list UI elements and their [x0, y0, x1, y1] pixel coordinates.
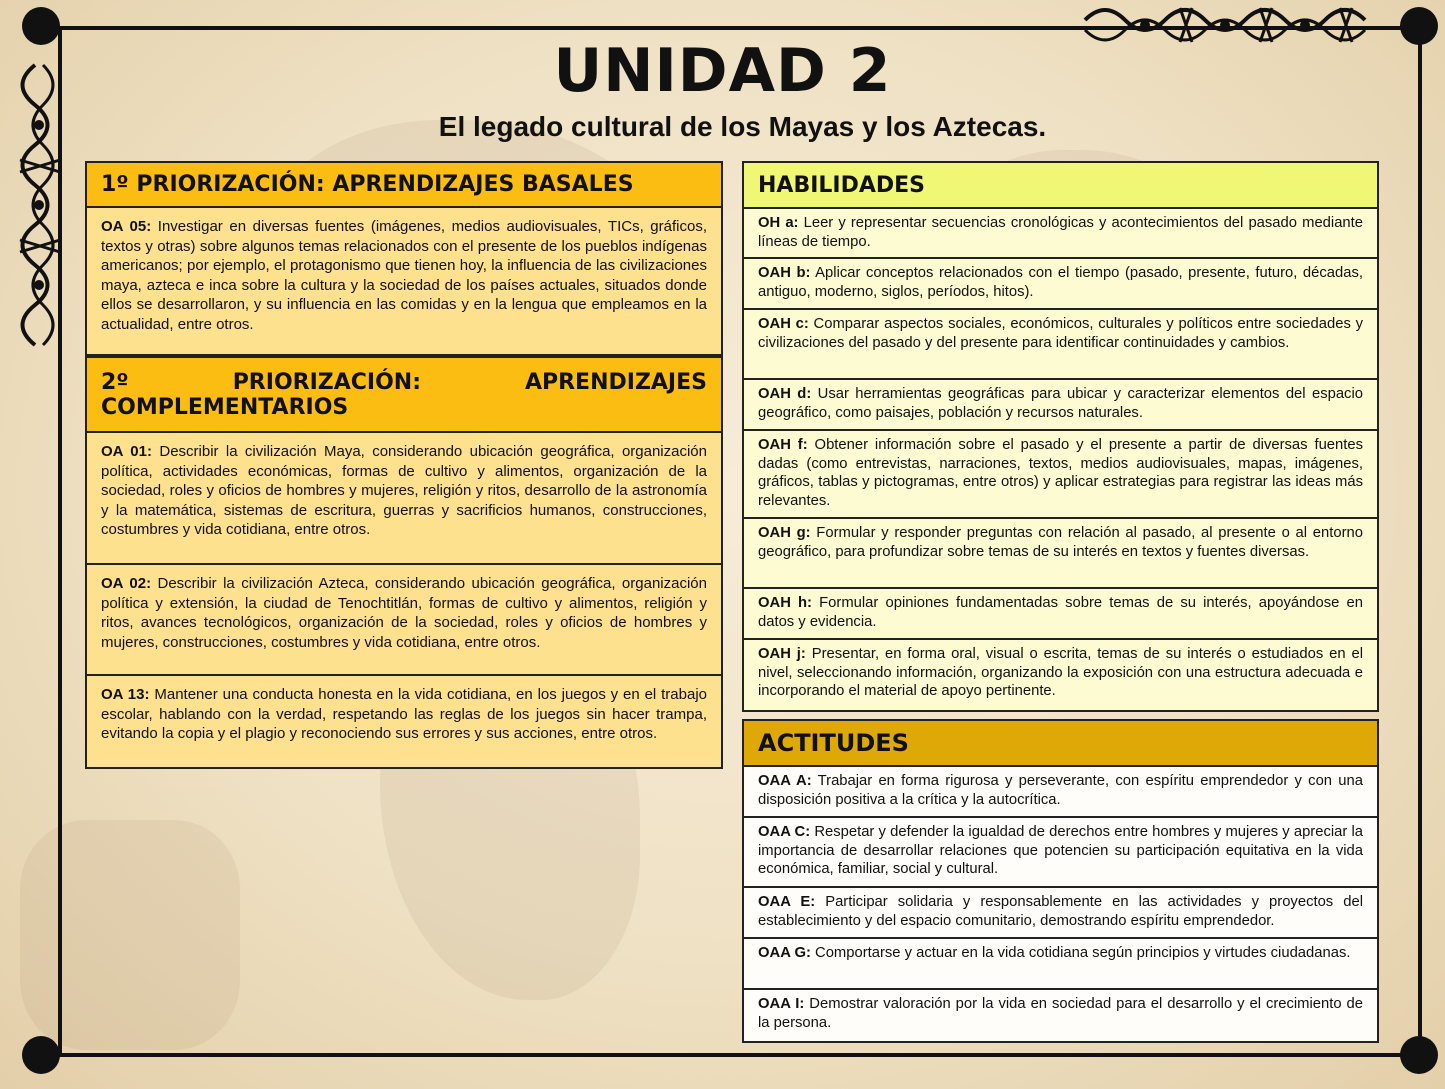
attitude-code: OAA A: [758, 773, 812, 789]
skill-text: Leer y representar secuencias cronológicas y acontecimientos del pasado mediante líneas de tiempo. [758, 215, 1363, 250]
skill-code: OAH f: [758, 437, 808, 453]
skill-text: Formular y responder preguntas con relación al pasado, al presente o al entorno geográfico, para profundizar sobre temas de su interés en textos y fuentes diversas. [758, 525, 1363, 560]
skill-code: OAH c: [758, 316, 809, 332]
skill-item [744, 640, 1377, 710]
actitudes-heading: ACTITUDES [744, 721, 1377, 767]
attitude-item [744, 939, 1377, 990]
attitude-text: Participar solidaria y responsablemente en las actividades y proyectos del establecimiento y del espacio comunitario, demostrando espíritu emprendedor. [758, 894, 1363, 929]
skill-code: OAH j: [758, 646, 806, 662]
habilidades-panel [742, 161, 1379, 712]
objective-text: Investigar en diversas fuentes (imágenes, medios audiovisuales, TICs, gráficos, textos y otras) sobre algunos temas relacionados con el presente de los pueblos indígenas americanos; por ejemplo, el protagonismo que tienen hoy, la influencia de las civilizaciones maya, azteca e inca sobre la cultura y la sociedad de los países actuales, situados donde ellos se desarrollaron, y su influencia en las comidas y en la lengua que empleamos en la actualidad, entre otros. [101, 218, 707, 333]
skill-code: OH a: [758, 215, 799, 231]
priorizacion-2-heading-word: 2º [101, 369, 129, 395]
objective-item [87, 676, 721, 767]
skill-code: OAH d: [758, 386, 812, 402]
attitude-code: OAA C: [758, 824, 811, 840]
frame-right-border [1418, 26, 1422, 1056]
objective-item [87, 565, 721, 676]
skill-item [744, 310, 1377, 380]
skill-code: OAH h: [758, 595, 812, 611]
skill-text: Formular opiniones fundamentadas sobre temas de su interés, apoyándose en datos y evidencia. [758, 595, 1363, 630]
skill-item [744, 589, 1377, 640]
skill-item [744, 431, 1377, 519]
skill-item [744, 259, 1377, 310]
skill-item [744, 380, 1377, 431]
habilidades-heading: HABILIDADES [744, 163, 1377, 209]
attitude-code: OAA I: [758, 996, 805, 1012]
objective-text: Mantener una conducta honesta en la vida cotidiana, en los juegos y en el trabajo escolar, hablando con la verdad, respetando las reglas de los juegos sin hacer trampa, evitando la copia y el plagio y reconociendo sus errores y sus acciones, entre otros. [101, 686, 707, 742]
priorizacion-2-heading [87, 356, 721, 433]
skill-text: Presentar, en forma oral, visual o escrita, temas de su interés o estudiados en el nivel, seleccionando información, organizando la exposición con una estructura adecuada e incorporando el material de apoyo pertinente. [758, 646, 1364, 699]
skill-text: Obtener información sobre el pasado y el presente a partir de diversas fuentes dadas (como entrevistas, narraciones, textos, medios audiovisuales, mapas, imágenes, gráficos, tablas y pictogramas, entre otros) y aplicar estrategias para registrar las ideas más relevantes. [758, 437, 1363, 509]
priorizacion-2-heading-word: COMPLEMENTARIOS [101, 394, 349, 420]
priorizacion-2-heading-word: PRIORIZACIÓN: [232, 369, 421, 395]
attitude-text: Trabajar en forma rigurosa y perseverante, con espíritu emprendedor y con una disposición positiva a la crítica y la autocrítica. [758, 773, 1363, 808]
skill-text: Comparar aspectos sociales, económicos, culturales y políticos entre sociedades y civilizaciones del pasado y del presente para identificar continuidades y cambios. [758, 316, 1363, 351]
objective-text: Describir la civilización Azteca, considerando ubicación geográfica, organización política y extensión, la ciudad de Tenochtitlán, formas de cultivo y alimentos, religión y ritos, avances tecnológicos, organización de la sociedad, roles y oficios de hombres y mujeres, construcciones, costumbres y vida cotidiana, entre otros. [101, 575, 707, 651]
page-subtitle: El legado cultural de los Mayas y los Aztecas. [438, 111, 1047, 142]
page-title: UNIDAD 2 [553, 36, 892, 106]
objective-item [87, 208, 721, 356]
skill-code: OAH g: [758, 525, 811, 541]
objective-code: OA 13: [101, 686, 150, 703]
priorizacion-panel [85, 161, 723, 769]
objective-item [87, 433, 721, 565]
attitude-item [744, 767, 1377, 818]
skill-code: OAH b: [758, 265, 811, 281]
skill-item [744, 519, 1377, 589]
priorizacion-2-heading-word: APRENDIZAJES [524, 369, 707, 395]
attitude-item [744, 990, 1377, 1041]
objective-code: OA 05: [101, 218, 152, 235]
attitude-text: Comportarse y actuar en la vida cotidiana según principios y virtudes ciudadanas. [810, 945, 1351, 961]
frame-corner-dot [1400, 1036, 1438, 1074]
skill-text: Usar herramientas geográficas para ubicar y caracterizar elementos del espacio geográfico, como paisajes, población y recursos naturales. [758, 386, 1363, 421]
actitudes-panel [742, 719, 1379, 1043]
skill-item [744, 209, 1377, 259]
frame-bottom-border [40, 1053, 1418, 1057]
objective-text: Describir la civilización Maya, considerando ubicación geográfica, organización política, actividades económicas, formas de cultivo y alimentos, organización de la sociedad, roles y oficios de hombres y mujeres, religión y ritos, desarrollo de la astronomía y la matemática, sistemas de escritura, guerras y sacrificios humanos, construcciones, costumbres y vida cotidiana, entre otros. [101, 443, 707, 538]
skill-text: Aplicar conceptos relacionados con el tiempo (pasado, presente, futuro, décadas, antiguo, moderno, siglos, períodos, hitos). [758, 265, 1363, 300]
objective-code: OA 01: [101, 443, 152, 460]
attitude-item [744, 818, 1377, 888]
attitude-text: Demostrar valoración por la vida en sociedad para el desarrollo y el crecimiento de la persona. [758, 996, 1364, 1031]
map-continent-shape [20, 820, 240, 1050]
objective-code: OA 02: [101, 575, 152, 592]
priorizacion-1-heading: 1º PRIORIZACIÓN: APRENDIZAJES BASALES [87, 163, 721, 208]
frame-corner-dot [22, 1036, 60, 1074]
attitude-text: Respetar y defender la igualdad de derechos entre hombres y mujeres y apreciar la importancia de desarrollar relaciones que potencien su participación equitativa en la vida económica, familiar, social y cultural. [758, 824, 1364, 877]
attitude-item [744, 888, 1377, 939]
attitude-code: OAA G: [758, 945, 811, 961]
attitude-code: OAA E: [758, 894, 816, 910]
